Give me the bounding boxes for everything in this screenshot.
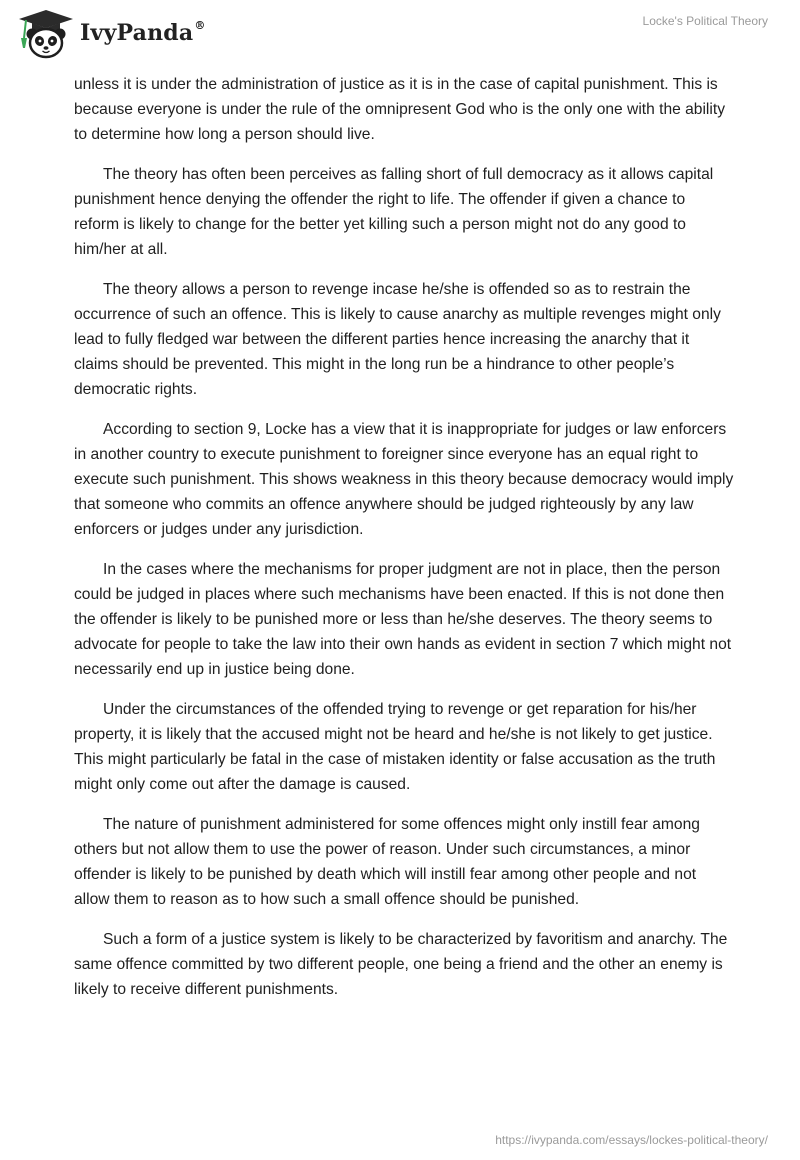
paragraph: Such a form of a justice system is likely to be characterized by favoritism and anarchy. The same offence committed by two different people, one being a friend and the other an enemy is likely to receive different punishments. (74, 931, 728, 998)
page-header (0, 0, 800, 70)
paragraph: The theory has often been perceives as falling short of full democracy as it allows capital punishment hence denying the offender the right to life. The offender if given a chance to reform is likely to change for the better yet killing such a person might not do any good to him/her at all. (74, 166, 714, 258)
paragraph: The theory allows a person to revenge incase he/she is offended so as to restrain the occurrence of such an offence. This is likely to cause anarchy as multiple revenges might only lead to fully fledged war between the different parties hence increasing the anarchy that it claims should be prevented. This might in the long run be a hindrance to other people’s democratic rights. (74, 281, 721, 398)
paragraph: Under the circumstances of the offended trying to revenge or get reparation for his/her property, it is likely that the accused might not be heard and he/she is not likely to get justice. This might particularly be fatal in the case of mistaken identity or false accusation as the truth might only come out after the damage is caused. (74, 701, 716, 793)
brand-text: IvyPanda (80, 20, 194, 46)
essay-body (74, 72, 734, 1017)
paragraph: In the cases where the mechanisms for proper judgment are not in place, then the person could be judged in places where such mechanisms have been enacted. If this is not done then the offender is likely to be punished more or less than he/she deserves. The theory seems to advocate for people to take the law into their own hands as evident in section 7 which might not necessarily end up in justice being done. (74, 561, 732, 678)
document-title: Locke's Political Theory (642, 14, 768, 28)
brand-name[interactable] (80, 20, 206, 46)
paragraph: unless it is under the administration of justice as it is in the case of capital punishment. This is because everyone is under the rule of the omnipresent God who is the only one with the ability to determine how long a person should live. (74, 76, 725, 143)
source-url[interactable]: https://ivypanda.com/essays/lockes-political-theory/ (495, 1133, 768, 1147)
registered-mark: ® (194, 18, 206, 32)
paragraph: The nature of punishment administered for some offences might only instill fear among others but not allow them to use the power of reason. Under such circumstances, a minor offender is likely to be punished by death which will instill fear among other people and not allow them to reason as to how such a small offence should be punished. (74, 816, 700, 908)
panda-graduate-icon[interactable] (16, 8, 76, 60)
paragraph: According to section 9, Locke has a view that it is inappropriate for judges or law enforcers in another country to execute punishment to foreigner since everyone has an equal right to execute such punishment. This shows weakness in this theory because democracy would imply that someone who commits an offence anywhere should be judged righteously by any law enforcers or judges under any jurisdiction. (74, 421, 734, 538)
